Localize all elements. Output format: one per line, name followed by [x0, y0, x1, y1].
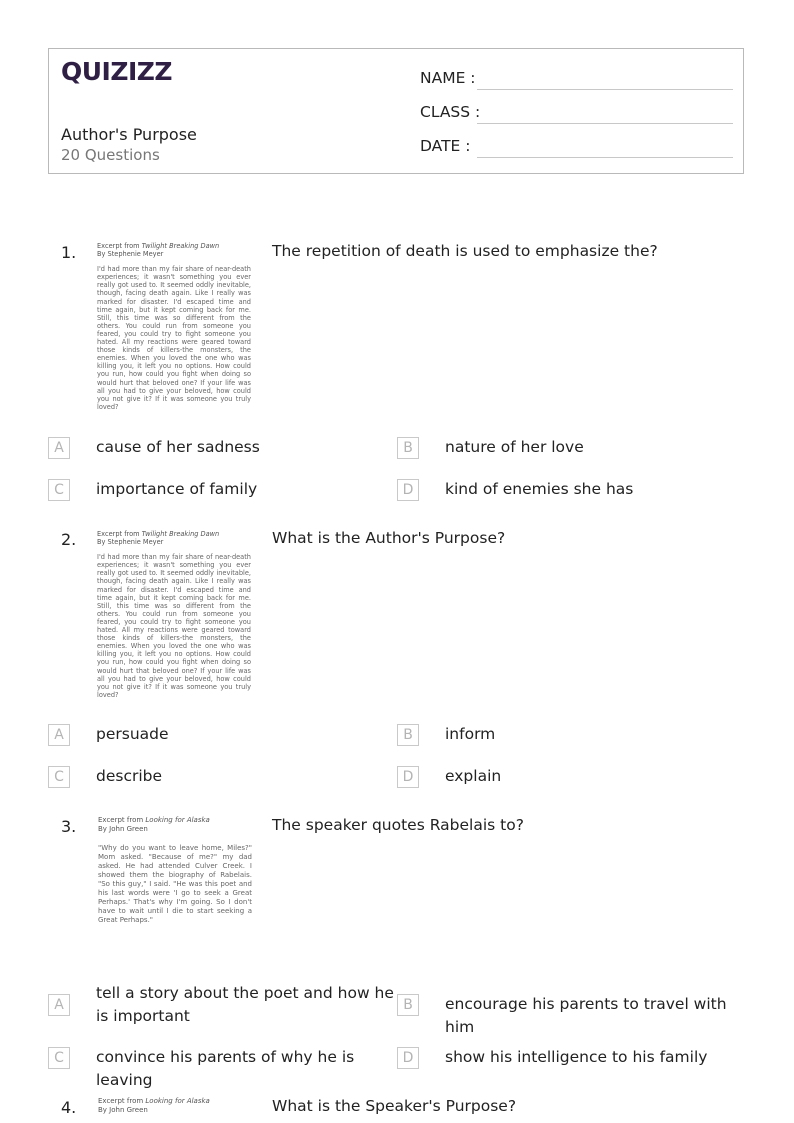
option-d-box[interactable]: D — [397, 1047, 419, 1069]
option-d-text: explain — [445, 767, 502, 785]
option-a-box[interactable]: A — [48, 724, 70, 746]
quizizz-logo: QUIZIZZ — [61, 57, 173, 86]
date-label: DATE : — [420, 137, 471, 155]
passage-book-title: Looking for Alaska — [145, 1097, 210, 1105]
passage-body: "Why do you want to leave home, Miles?" Mom asked. "Because of me?" my dad asked. He had attended Culver Creek. I showed them the biography of Rabelais. "So this guy," I said. "He was this poet and his last words were 'I go to seek a Great Perhaps.' That's why I'm going. So I don't have to wait until I die to start seeking a Great Perhaps." — [98, 844, 252, 924]
question-text: What is the Speaker's Purpose? — [272, 1097, 517, 1115]
passage-author: By John Green — [98, 1106, 148, 1114]
date-line[interactable] — [477, 157, 733, 158]
option-c-text: describe — [96, 767, 163, 785]
question-number: 4. — [61, 1098, 77, 1117]
option-d-text: kind of enemies she has — [445, 480, 634, 498]
option-c-box[interactable]: C — [48, 1047, 70, 1069]
name-line[interactable] — [477, 89, 733, 90]
passage-body: I'd had more than my fair share of near-death experiences; it wasn't something you ever really got used to. It seemed oddly inevitable, though, facing death again. Like I really was marked for disaster. I'd escaped time and time again, but it kept coming back for me. Still, this time was so different from the others. You could run from someone you feared, you could try to fight someone you hated. All my reactions were geared toward those kinds of killers-the monsters, the enemies. When you loved the one who was killing you, it left you no options. How could you run, how could you fight when doing so would hurt that beloved one? If your life was all you had to give your beloved, how could you not give it? If it was someone you truly loved? — [97, 553, 251, 699]
passage-book-title: Twilight Breaking Dawn — [141, 242, 220, 250]
class-line[interactable] — [477, 123, 733, 124]
question-count: 20 Questions — [61, 146, 160, 164]
passage-source: Excerpt from — [97, 242, 142, 250]
option-b-box[interactable]: B — [397, 437, 419, 459]
option-c-box[interactable]: C — [48, 766, 70, 788]
option-d-text: show his intelligence to his family — [445, 1048, 708, 1066]
question-text: What is the Author's Purpose? — [272, 529, 506, 547]
passage-source: Excerpt from — [97, 530, 142, 538]
question-text: The speaker quotes Rabelais to? — [272, 816, 524, 834]
option-b-box[interactable]: B — [397, 994, 419, 1016]
question-text: The repetition of death is used to emphasize the? — [272, 242, 658, 260]
class-label: CLASS : — [420, 103, 481, 121]
option-c-box[interactable]: C — [48, 479, 70, 501]
option-a-text: cause of her sadness — [96, 438, 260, 456]
passage-author: By Stephenie Meyer — [97, 538, 164, 547]
option-c-text: convince his parents of why he is leaving — [96, 1048, 355, 1089]
option-a-text: tell a story about the poet and how he is important — [96, 984, 394, 1025]
option-b-text: nature of her love — [445, 438, 584, 456]
passage-body: I'd had more than my fair share of near-death experiences; it wasn't something you ever really got used to. It seemed oddly inevitable, though, facing death again. Like I really was marked for disaster. I'd escaped time and time again, but it kept coming back for me. Still, this time was so different from the others. You could run from someone you feared, you could try to fight someone you hated. All my reactions were geared toward those kinds of killers-the monsters, the enemies. When you loved the one who was killing you, it left you no options. How could you run, how could you fight when doing so would hurt that beloved one? If your life was all you had to give your beloved, how could you not give it? If it was someone you truly loved? — [97, 265, 251, 411]
option-a-text: persuade — [96, 725, 169, 743]
option-c-text: importance of family — [96, 480, 258, 498]
passage-source: Excerpt from — [98, 1097, 146, 1105]
option-b-text: encourage his parents to travel with him — [445, 995, 727, 1036]
passage-book-title: Looking for Alaska — [145, 816, 210, 824]
worksheet-title: Author's Purpose — [61, 125, 197, 144]
passage-image — [97, 530, 251, 699]
option-d-box[interactable]: D — [397, 766, 419, 788]
name-label: NAME : — [420, 69, 476, 87]
question-number: 1. — [61, 243, 77, 262]
passage-image — [98, 1097, 252, 1115]
passage-author: By Stephenie Meyer — [97, 250, 164, 259]
passage-image — [98, 816, 252, 925]
passage-image — [97, 242, 251, 411]
passage-author: By John Green — [98, 825, 148, 833]
option-d-box[interactable]: D — [397, 479, 419, 501]
worksheet-header — [48, 48, 744, 174]
passage-source: Excerpt from — [98, 816, 146, 824]
option-a-box[interactable]: A — [48, 437, 70, 459]
question-number: 3. — [61, 817, 77, 836]
passage-book-title: Twilight Breaking Dawn — [141, 530, 220, 538]
option-b-text: inform — [445, 725, 496, 743]
option-a-box[interactable]: A — [48, 994, 70, 1016]
question-number: 2. — [61, 530, 77, 549]
option-b-box[interactable]: B — [397, 724, 419, 746]
